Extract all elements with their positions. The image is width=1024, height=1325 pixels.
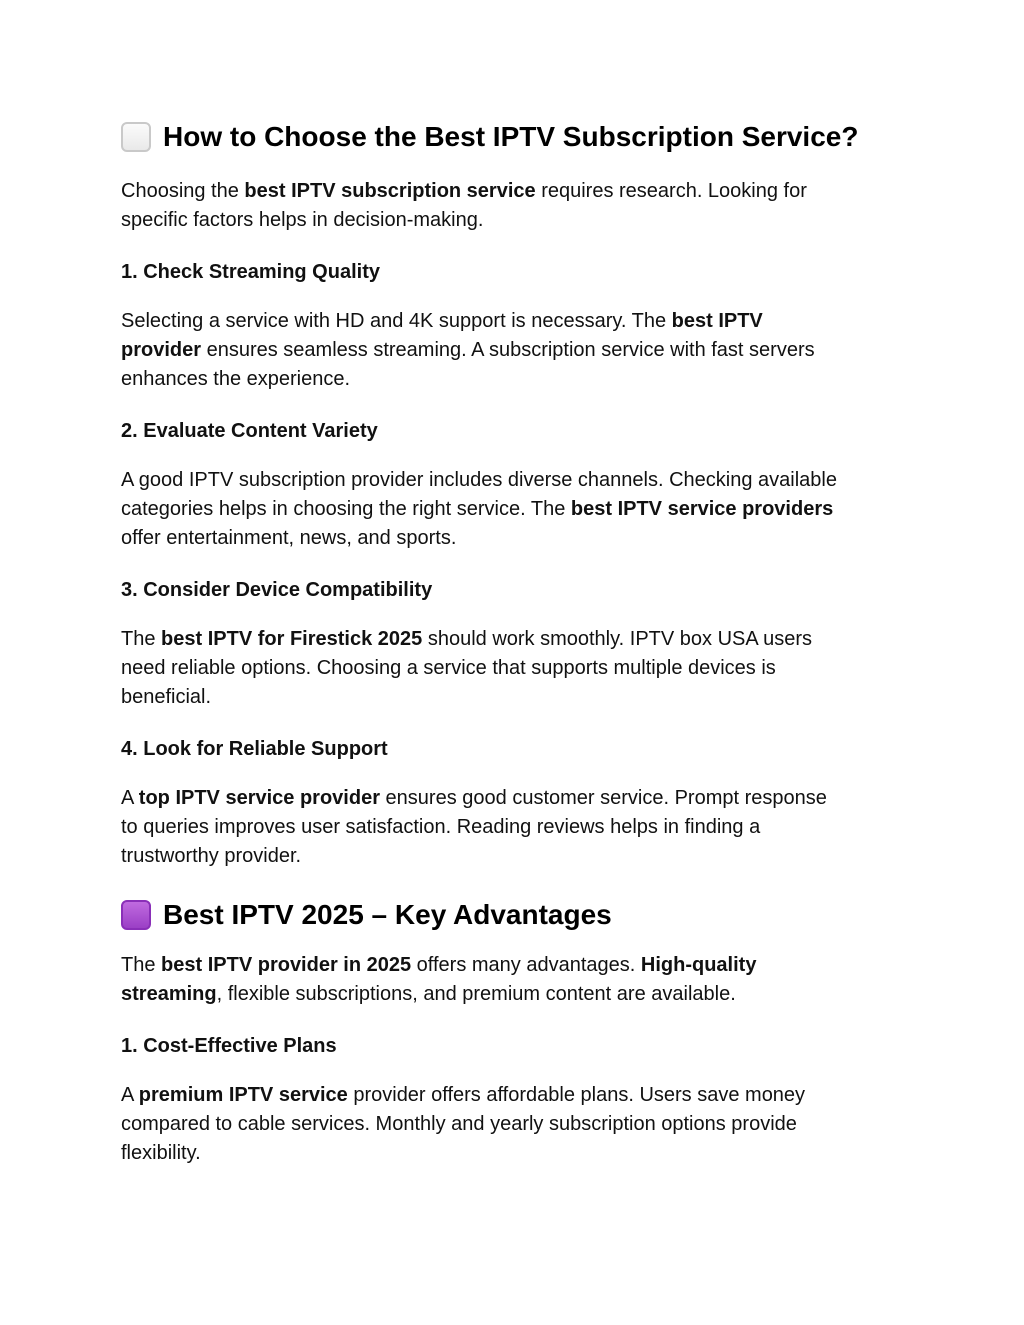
paragraph-cost-effective: A premium IPTV service provider offers affordable plans. Users save money compared to cable services. Monthly and yearly subscription options provide flexibility.	[121, 1084, 806, 1164]
white-square-icon	[121, 122, 151, 152]
document-page	[121, 118, 911, 1168]
section-intro: The best IPTV provider in 2025 offers many advantages. High-quality streaming, flexible subscriptions, and premium content are available.	[121, 954, 757, 1005]
paragraph-reliable-support: A top IPTV service provider ensures good customer service. Prompt response to queries improves user satisfaction. Reading reviews helps in finding a trustworthy provider.	[121, 787, 827, 867]
subheading-streaming-quality: 1. Check Streaming Quality	[121, 261, 380, 283]
section-heading-text: How to Choose the Best IPTV Subscription Service?	[163, 121, 859, 152]
purple-square-icon	[121, 900, 151, 930]
section-heading-advantages	[121, 896, 911, 934]
subheading-cost-effective: 1. Cost-Effective Plans	[121, 1035, 337, 1057]
section-heading-text: Best IPTV 2025 – Key Advantages	[163, 899, 612, 930]
section-intro: Choosing the best IPTV subscription service requires research. Looking for specific factors helps in decision-making.	[121, 180, 807, 231]
subheading-reliable-support: 4. Look for Reliable Support	[121, 738, 388, 760]
paragraph-streaming-quality: Selecting a service with HD and 4K support is necessary. The best IPTV provider ensures seamless streaming. A subscription service with fast servers enhances the experience.	[121, 310, 815, 390]
subheading-content-variety: 2. Evaluate Content Variety	[121, 420, 378, 442]
section-heading-choose	[121, 118, 911, 156]
subheading-device-compatibility: 3. Consider Device Compatibility	[121, 579, 433, 601]
paragraph-content-variety: A good IPTV subscription provider includes diverse channels. Checking available categories helps in choosing the right service. The best IPTV service providers offer entertainment, news, and sports.	[121, 469, 837, 549]
paragraph-device-compatibility: The best IPTV for Firestick 2025 should work smoothly. IPTV box USA users need reliable options. Choosing a service that supports multiple devices is beneficial.	[121, 628, 813, 708]
